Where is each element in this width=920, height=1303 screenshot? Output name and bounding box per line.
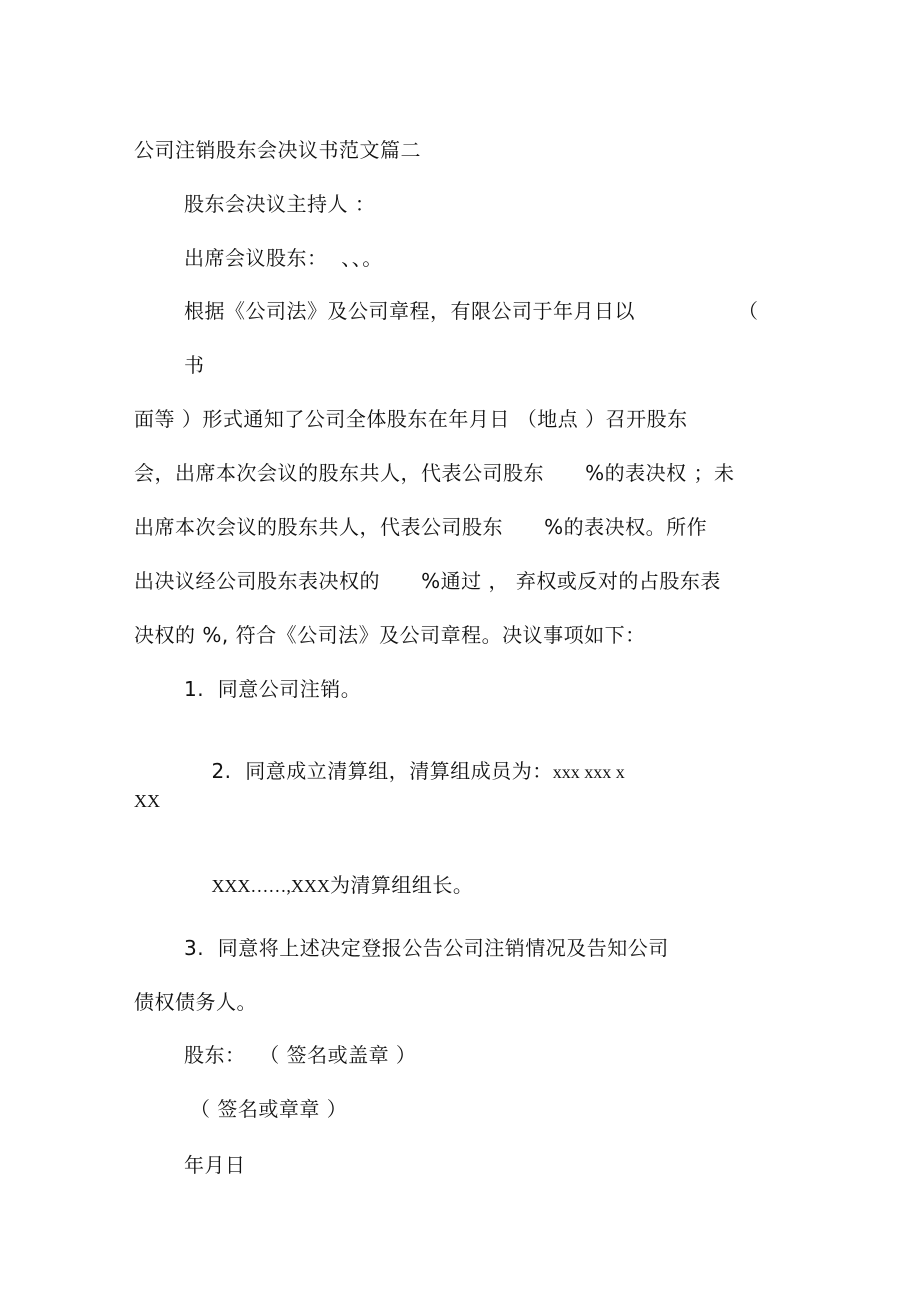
resolution-item-1: 1. 同意公司注销。 [184, 677, 362, 701]
document-title: 公司注销股东会决议书范文篇二 [134, 138, 421, 162]
signature-line: （ 签名或章章 ） [190, 1097, 348, 1121]
item-2-leader-suffix: 为清算组组长。 [329, 873, 474, 897]
paragraph-open-paren: （ [738, 299, 759, 323]
paragraph-line: 根据《公司法》及公司章程，有限公司于年月日以 [184, 299, 635, 323]
host-line: 股东会决议主持人 ： [184, 192, 376, 216]
paragraph-line: 书 [184, 353, 205, 377]
paragraph-line: 出席本次会议的股东共人，代表公司股东 %的表决权。所作 [134, 515, 708, 539]
shareholders-signature-line: 股东： （ 签名或盖章 ） [184, 1043, 417, 1067]
item-2-members: xxx xxx x [552, 762, 625, 782]
attendees-line: 出席会议股东： 、、。 [184, 246, 383, 270]
item-2-members-continued: XX [134, 791, 160, 811]
item-2-leader-line [184, 843, 473, 928]
paragraph-line: 会，出席本次会议的股东共人，代表公司股东 %的表决权 ；未 [134, 461, 735, 485]
item-2-leader-names: XXX……,XXX [211, 876, 330, 896]
resolution-item-2 [184, 729, 625, 814]
resolution-item-3-continued: 债权债务人。 [134, 990, 257, 1014]
paragraph-line: 决权的 %, 符合《公司法》及公司章程。决议事项如下： [134, 623, 646, 647]
paragraph-line: 面等 ）形式通知了公司全体股东在年月日 （地点 ）召开股东 [134, 407, 688, 431]
paragraph-line: 出决议经公司股东表决权的 %通过 ， 弃权或反对的占股东表 [134, 569, 721, 593]
date-line: 年月日 [184, 1153, 246, 1177]
resolution-item-3: 3. 同意将上述决定登报公告公司注销情况及告知公司 [184, 936, 669, 960]
item-2-text: 2. 同意成立清算组，清算组成员为： [211, 759, 553, 783]
